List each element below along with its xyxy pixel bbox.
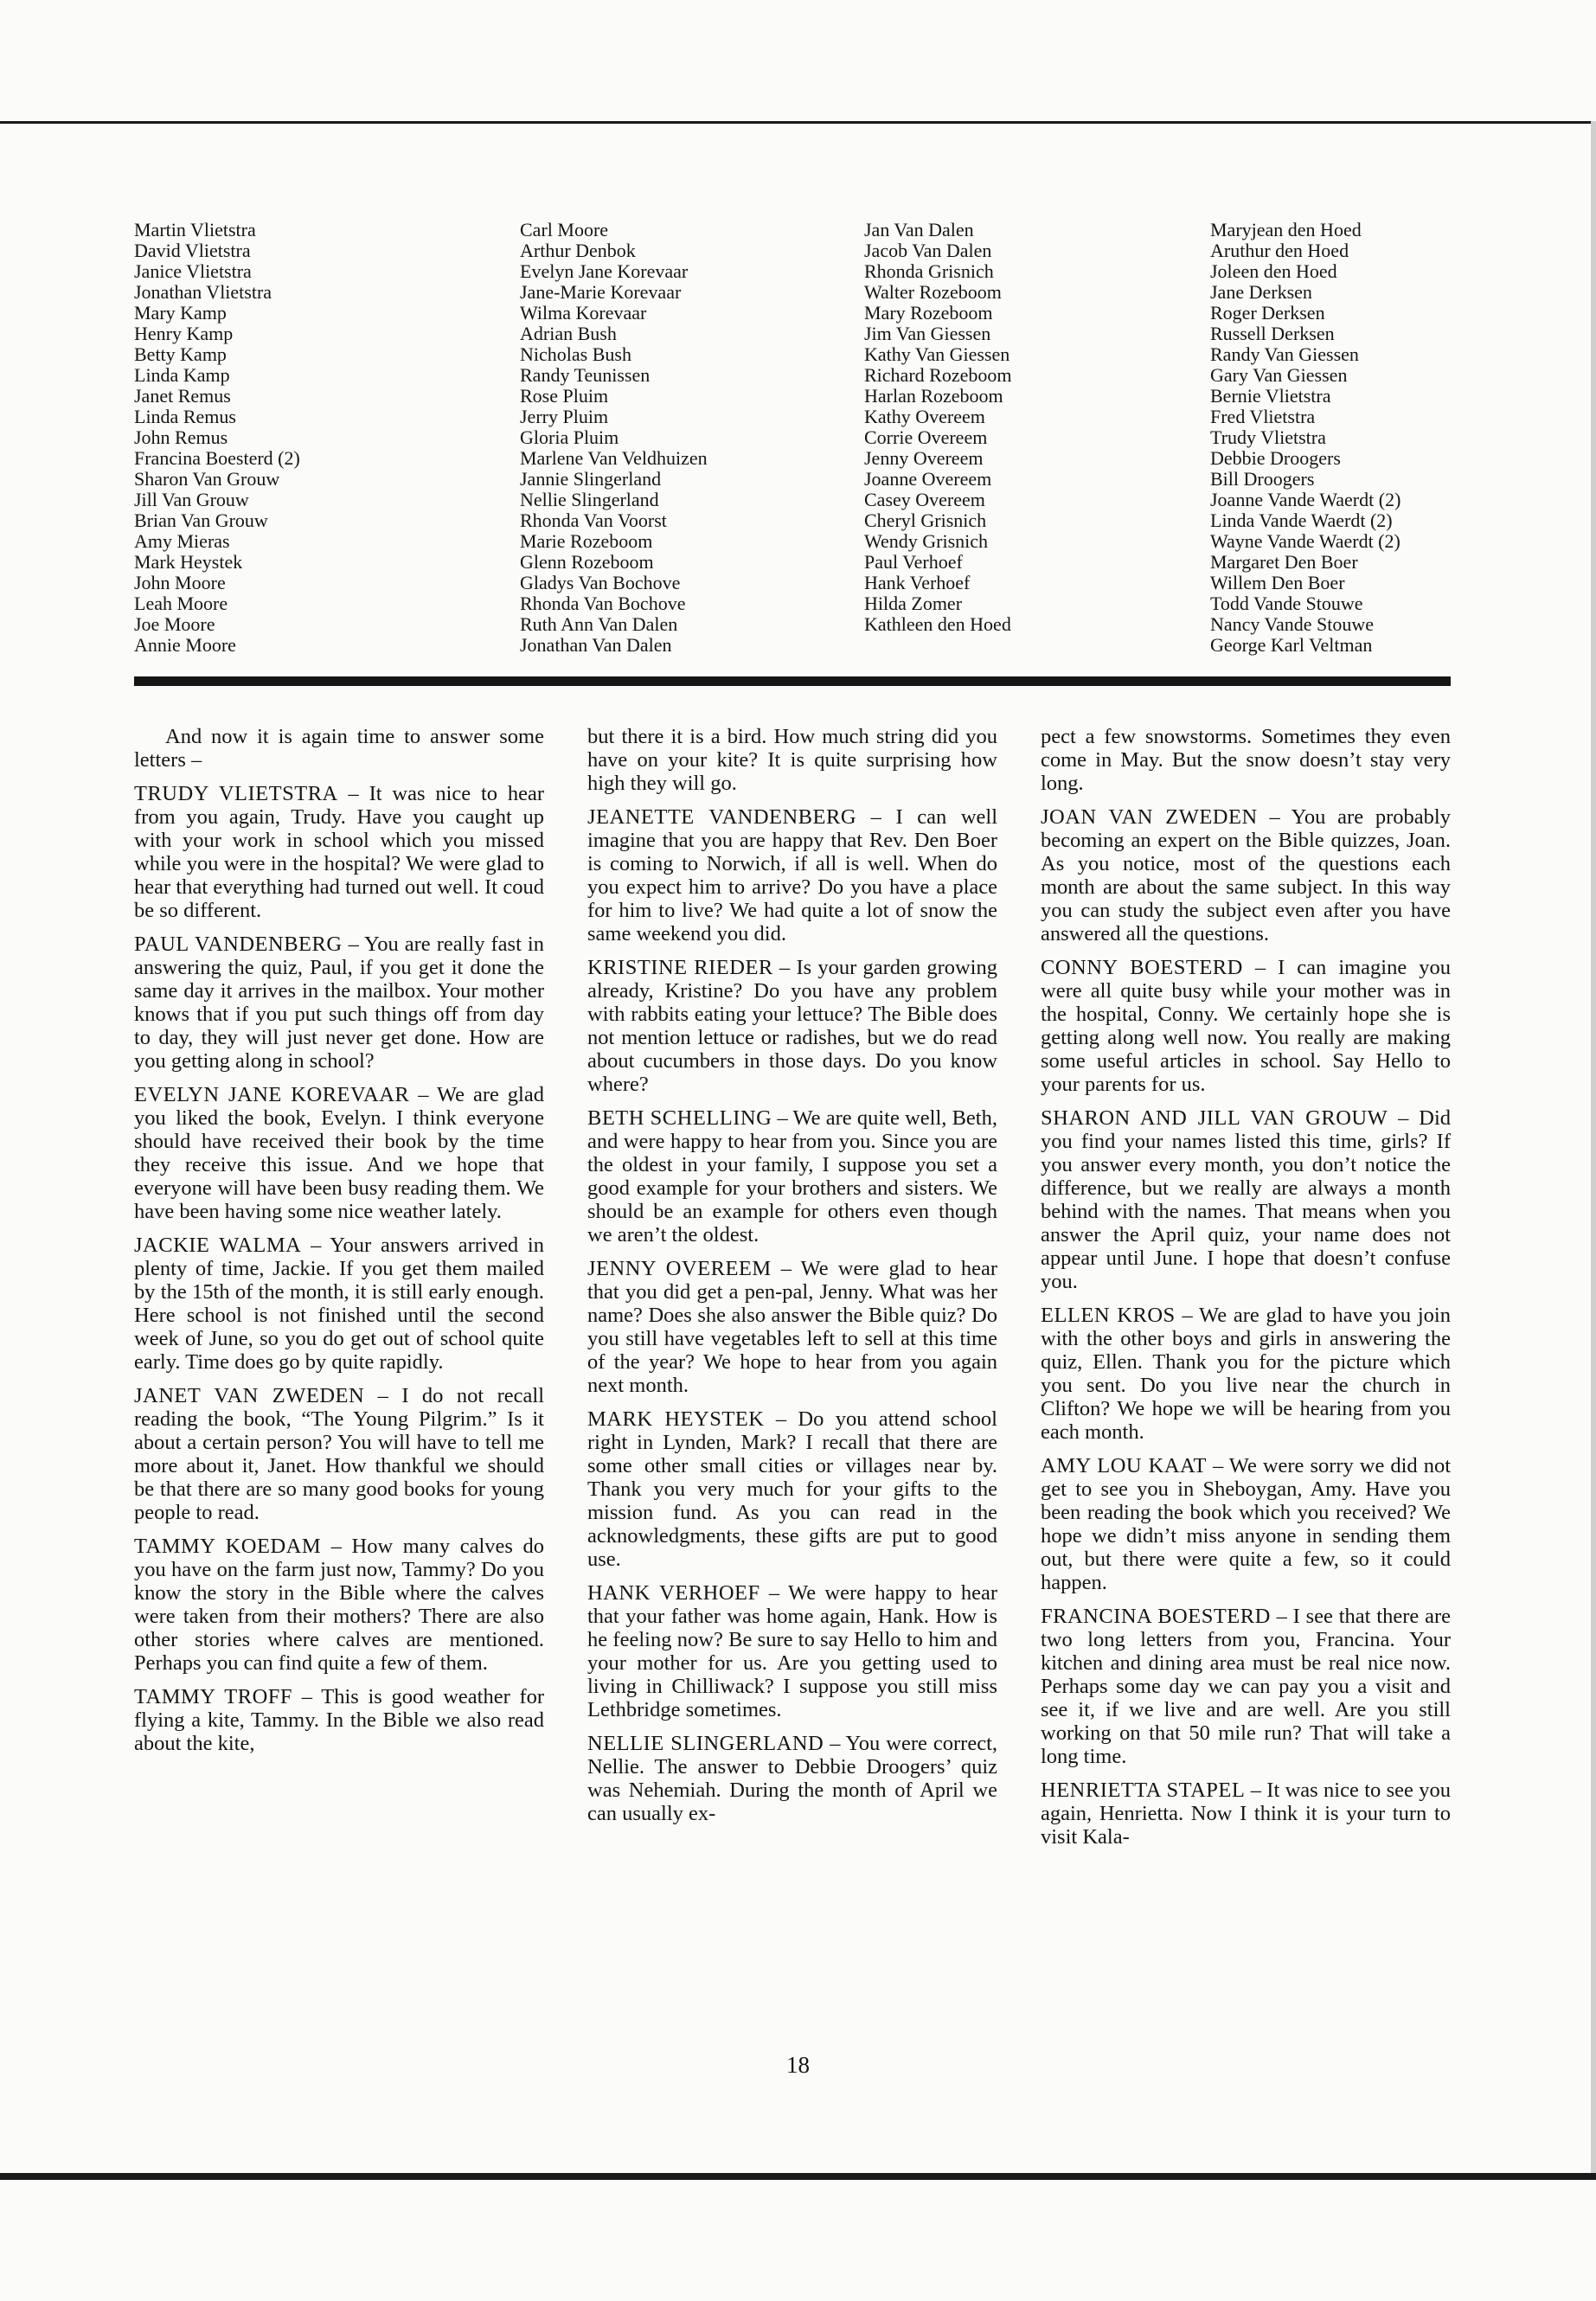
- letter-text: – How many calves do you have on the farm just now, Tammy? Do you know the story in the Bible where the calves were taken from their mothers? There are also other stories where calves are mentioned. Perhaps you can find quite a few of them.: [134, 1535, 544, 1675]
- name-entry: Randy Teunissen: [520, 364, 651, 386]
- letter-paragraph: [134, 1083, 544, 1223]
- letter-text: – We were sorry we did not get to see you in Sheboygan, Amy. Have you been reading the book which you received? We hope we didn’t miss anyone in sending them out, but there were quite a few, so it could happen.: [1041, 1454, 1451, 1594]
- letter-paragraph: [587, 1257, 997, 1397]
- name-entry: Margaret Den Boer: [1210, 551, 1358, 573]
- name-entry: Bernie Vlietstra: [1210, 385, 1331, 407]
- recipient-name: JACKIE WALMA: [134, 1234, 302, 1257]
- letter-text: – Is your garden growing already, Kristine? Do you have any problem with rabbits eating your lettuce? The Bible does not mention lettuce or radishes, but we do read about cucumbers in those days. Do you know where?: [587, 956, 997, 1096]
- name-entry: Martin Vlietstra: [134, 219, 256, 240]
- letter-text: – This is good weather for flying a kite, Tammy. In the Bible we also read about the kite,: [134, 1685, 545, 1755]
- recipient-name: JEANETTE VANDENBERG: [587, 805, 857, 829]
- letter-paragraph: [1041, 805, 1451, 945]
- name-entry: Mary Kamp: [134, 302, 227, 324]
- name-entry: Sharon Van Grouw: [134, 468, 280, 490]
- letter-paragraph: [1041, 1106, 1451, 1293]
- letter-paragraph: [1041, 1454, 1451, 1594]
- name-entry: Nicholas Bush: [520, 343, 631, 365]
- letter-text: – I see that there are two long letters from you, Francina. Your kitchen and dining area must be real nice now. Perhaps some day we can pay you a visit and see it, if we live and are well. Are you still working on that 50 mile run? That will take a long time.: [1041, 1605, 1451, 1768]
- name-entry: Cheryl Grisnich: [864, 510, 987, 531]
- name-entry: Amy Mieras: [134, 530, 230, 552]
- recipient-name: MARK HEYSTEK: [587, 1407, 765, 1431]
- name-entry: Willem Den Boer: [1210, 572, 1345, 593]
- name-entry: Arthur Denbok: [520, 240, 636, 261]
- letter-text: – I can imagine you were all quite busy while your mother was in the hospital, Conny. We certainly hope she is getting along well now. You really are making some useful articles in school. Say Hello to your parents for us.: [1041, 956, 1452, 1096]
- letter-text: – I can well imagine that you are happy that Rev. Den Boer is coming to Norwich, if all is well. When do you expect him to arrive? Do you have a place for him to live? We had quite a lot of snow the same weekend you did.: [587, 805, 998, 945]
- section-divider: [134, 676, 1451, 686]
- name-entry: Harlan Rozeboom: [864, 385, 1003, 407]
- name-entry: Debbie Droogers: [1210, 447, 1341, 469]
- name-entry: Jerry Pluim: [520, 406, 609, 427]
- name-entry: Evelyn Jane Korevaar: [520, 260, 689, 282]
- name-entry: Corrie Overeem: [864, 426, 988, 448]
- name-entry: Jane-Marie Korevaar: [520, 281, 682, 303]
- name-column-1: [134, 220, 520, 656]
- name-entry: Rhonda Van Voorst: [520, 510, 667, 531]
- name-entry: Joanne Overeem: [864, 468, 992, 490]
- name-entry: Kathy Overeem: [864, 406, 985, 427]
- name-entry: Betty Kamp: [134, 343, 227, 365]
- name-entry: John Moore: [134, 572, 226, 593]
- letter-text: – Do you attend school right in Lynden, Mark? I recall that there are some other small cities or villages near by. Thank you very much for your gifts to the mission fund. As you can read in the acknowledgments, these gifts are put to good use.: [587, 1407, 997, 1571]
- name-entry: Jonathan Van Dalen: [520, 634, 672, 656]
- text-column-2: [587, 725, 997, 1859]
- name-entry: Marie Rozeboom: [520, 530, 653, 552]
- name-entry: Nellie Slingerland: [520, 489, 659, 510]
- name-entry: Kathleen den Hoed: [864, 613, 1011, 635]
- name-entry: Jannie Slingerland: [520, 468, 662, 490]
- name-entry: Ruth Ann Van Dalen: [520, 613, 678, 635]
- name-entry: Randy Van Giessen: [1210, 343, 1359, 365]
- name-list: [134, 220, 1449, 656]
- name-entry: Brian Van Grouw: [134, 510, 268, 531]
- letter-paragraph: [1041, 1304, 1451, 1444]
- letter-paragraph: [587, 1581, 997, 1721]
- letter-paragraph: [587, 805, 997, 945]
- name-entry: Roger Derksen: [1210, 302, 1325, 324]
- name-entry: Janice Vlietstra: [134, 260, 252, 282]
- letter-paragraph: [134, 1685, 544, 1755]
- recipient-name: HENRIETTA STAPEL: [1041, 1779, 1246, 1802]
- name-entry: Jenny Overeem: [864, 447, 984, 469]
- name-entry: Paul Verhoef: [864, 551, 963, 573]
- recipient-name: TRUDY VLIETSTRA: [134, 782, 338, 805]
- name-entry: Russell Derksen: [1210, 323, 1335, 344]
- letter-text: – It was nice to hear from you again, Trudy. Have you caught up with your work in school which you missed while you were in the hospital? We were glad to hear that everything had turned out well. It coud be so different.: [134, 782, 544, 922]
- name-entry: Jill Van Grouw: [134, 489, 249, 510]
- name-entry: Rose Pluim: [520, 385, 609, 407]
- name-entry: Trudy Vlietstra: [1210, 426, 1326, 448]
- name-entry: Linda Remus: [134, 406, 236, 427]
- name-column-2: [520, 220, 864, 656]
- name-entry: Fred Vlietstra: [1210, 406, 1316, 427]
- letter-paragraph: [587, 1106, 997, 1247]
- recipient-name: JOAN VAN ZWEDEN: [1041, 805, 1258, 829]
- name-entry: Wendy Grisnich: [864, 530, 989, 552]
- intro-paragraph: And now it is again time to answer some letters –: [134, 725, 544, 772]
- letter-paragraph: [134, 933, 544, 1073]
- recipient-name: AMY LOU KAAT: [1041, 1454, 1207, 1477]
- name-column-3: [864, 220, 1210, 656]
- name-entry: John Remus: [134, 426, 228, 448]
- recipient-name: SHARON AND JILL VAN GROUW: [1041, 1106, 1388, 1130]
- name-entry: Todd Vande Stouwe: [1210, 593, 1363, 614]
- letter-text: – We were glad to hear that you did get a pen-pal, Jenny. What was her name? Does she also answer the Bible quiz? Do you still have vegetables left to sell at this time of the year? We hope to hear from you again next month.: [587, 1257, 997, 1397]
- text-column-3: [1041, 725, 1451, 1859]
- name-entry: George Karl Veltman: [1210, 634, 1373, 656]
- letter-paragraph: [134, 1535, 544, 1675]
- letter-paragraph: [1041, 956, 1451, 1096]
- recipient-name: ELLEN KROS: [1041, 1304, 1176, 1327]
- name-entry: Joleen den Hoed: [1210, 260, 1337, 282]
- name-entry: Annie Moore: [134, 634, 236, 656]
- letter-paragraph: [587, 725, 997, 795]
- scan-bottom-edge: [0, 2173, 1596, 2180]
- name-entry: Joe Moore: [134, 613, 215, 635]
- name-entry: Gloria Pluim: [520, 426, 619, 448]
- name-entry: David Vlietstra: [134, 240, 251, 261]
- recipient-name: BETH SCHELLING: [587, 1106, 772, 1130]
- name-entry: Francina Boesterd (2): [134, 447, 300, 469]
- name-entry: Hilda Zomer: [864, 593, 963, 614]
- name-entry: Maryjean den Hoed: [1210, 219, 1362, 240]
- letter-paragraph: [587, 1732, 997, 1825]
- name-entry: Wayne Vande Waerdt (2): [1210, 530, 1401, 552]
- letters-section: [134, 725, 1451, 1859]
- page-number: 18: [786, 2052, 810, 2078]
- letter-paragraph: [587, 956, 997, 1096]
- recipient-name: TAMMY KOEDAM: [134, 1535, 322, 1558]
- name-entry: Carl Moore: [520, 219, 609, 240]
- letter-paragraph: [134, 782, 544, 922]
- letter-paragraph: [587, 1407, 997, 1571]
- name-entry: Wilma Korevaar: [520, 302, 647, 324]
- letter-paragraph: [134, 1384, 544, 1524]
- name-entry: Glenn Rozeboom: [520, 551, 654, 573]
- name-entry: Mary Rozeboom: [864, 302, 993, 324]
- name-entry: Joanne Vande Waerdt (2): [1210, 489, 1401, 510]
- letter-text: – Did you find your names listed this time, girls? If you answer every month, you don’t notice the difference, but we really are always a month behind with the names. That means when you answer the April quiz, your name does not appear until June. I hope that doesn’t confuse you.: [1041, 1106, 1451, 1293]
- letter-text: – We are glad to have you join with the other boys and girls in answering the quiz, Ellen. Thank you for the picture which you sent. Do you live near the church in Clifton? We hope we will be hearing from you each month.: [1041, 1304, 1451, 1444]
- recipient-name: FRANCINA BOESTERD: [1041, 1605, 1271, 1628]
- name-entry: Adrian Bush: [520, 323, 617, 344]
- name-entry: Hank Verhoef: [864, 572, 971, 593]
- recipient-name: CONNY BOESTERD: [1041, 956, 1243, 979]
- name-entry: Rhonda Grisnich: [864, 260, 994, 282]
- letter-paragraph: [1041, 725, 1451, 795]
- name-entry: Jan Van Dalen: [864, 219, 974, 240]
- name-entry: Casey Overeem: [864, 489, 985, 510]
- text-column-1: [134, 725, 544, 1859]
- letter-text: – You are probably becoming an expert on the Bible quizzes, Joan. As you notice, most of the questions each month are about the same subject. In this way you can study the subject even after you have answered all the questions.: [1041, 805, 1451, 945]
- name-entry: Janet Remus: [134, 385, 231, 407]
- name-entry: Nancy Vande Stouwe: [1210, 613, 1374, 635]
- letter-paragraph: [1041, 1779, 1451, 1849]
- recipient-name: EVELYN JANE KOREVAAR: [134, 1083, 410, 1106]
- letter-text: pect a few snowstorms. Sometimes they even come in May. But the snow doesn’t stay very long.: [1041, 725, 1451, 795]
- letter-text: – We were happy to hear that your father was home again, Hank. How is he feeling now? Be sure to say Hello to him and your mother for us. Are you getting used to living in Chilliwack? I suppose you still miss Lethbridge sometimes.: [587, 1581, 997, 1721]
- name-entry: Leah Moore: [134, 593, 228, 614]
- letter-text: – Your answers arrived in plenty of time, Jackie. If you get them mailed by the 15th of the month, it is still early enough. Here school is not finished until the second week of June, so you do get out of school quite early. Time does go by quite rapidly.: [134, 1234, 544, 1374]
- scan-top-edge: [0, 121, 1596, 124]
- recipient-name: JENNY OVEREEM: [587, 1257, 772, 1280]
- name-entry: Richard Rozeboom: [864, 364, 1012, 386]
- name-entry: Bill Droogers: [1210, 468, 1315, 490]
- letter-paragraph: [1041, 1605, 1451, 1768]
- scan-right-edge: [1591, 121, 1596, 2180]
- name-entry: Gary Van Giessen: [1210, 364, 1348, 386]
- name-entry: Jane Derksen: [1210, 281, 1312, 303]
- name-entry: Henry Kamp: [134, 323, 234, 344]
- letter-text: – I do not recall reading the book, “The Young Pilgrim.” Is it about a certain person? You will have to tell me more about it, Janet. How thankful we should be that there are so many good books for young people to read.: [134, 1384, 544, 1524]
- name-entry: Marlene Van Veldhuizen: [520, 447, 708, 469]
- name-entry: Aruthur den Hoed: [1210, 240, 1349, 261]
- letter-text: – It was nice to see you again, Henrietta. Now I think it is your turn to visit Kala-: [1041, 1779, 1451, 1849]
- letter-text: but there it is a bird. How much string did you have on your kite? It is quite surprising how high they will go.: [587, 725, 997, 795]
- name-entry: Jacob Van Dalen: [864, 240, 992, 261]
- name-entry: Jim Van Giessen: [864, 323, 991, 344]
- letter-text: – You are really fast in answering the quiz, Paul, if you get it done the same day it arrives in the mailbox. Your mother knows that if you put such things off from day to day, they will just never get done. How are you getting along in school?: [134, 933, 544, 1073]
- name-entry: Rhonda Van Bochove: [520, 593, 686, 614]
- letter-text: – We are glad you liked the book, Evelyn. I think everyone should have received their book by the time they receive this issue. And we hope that everyone will have been busy reading them. We have been having some nice weather lately.: [134, 1083, 544, 1223]
- recipient-name: PAUL VANDENBERG: [134, 933, 343, 956]
- name-entry: Kathy Van Giessen: [864, 343, 1010, 365]
- recipient-name: HANK VERHOEF: [587, 1581, 760, 1605]
- name-entry: Linda Vande Waerdt (2): [1210, 510, 1393, 531]
- name-entry: Jonathan Vlietstra: [134, 281, 272, 303]
- name-entry: Gladys Van Bochove: [520, 572, 681, 593]
- recipient-name: TAMMY TROFF: [134, 1685, 293, 1708]
- name-entry: Walter Rozeboom: [864, 281, 1002, 303]
- letter-text: – We are quite well, Beth, and were happy to hear from you. Since you are the oldest in your family, I suppose you set a good example for your brothers and sisters. We should be an example for others even though we aren’t the oldest.: [587, 1106, 997, 1247]
- recipient-name: KRISTINE RIEDER: [587, 956, 773, 979]
- letter-paragraph: [134, 1234, 544, 1374]
- letter-text: – You were correct, Nellie. The answer to Debbie Droogers’ quiz was Nehemiah. During the month of April we can usually ex-: [587, 1732, 997, 1825]
- name-entry: Mark Heystek: [134, 551, 243, 573]
- recipient-name: NELLIE SLINGERLAND: [587, 1732, 824, 1755]
- name-column-4: [1210, 220, 1449, 656]
- name-entry: Linda Kamp: [134, 364, 230, 386]
- recipient-name: JANET VAN ZWEDEN: [134, 1384, 365, 1407]
